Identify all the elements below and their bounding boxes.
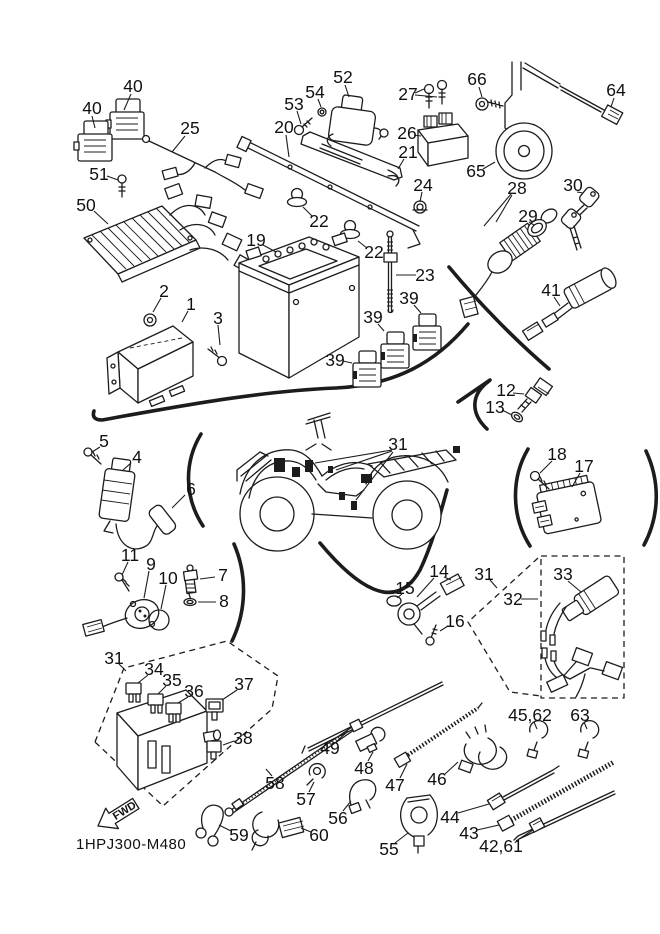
bolt-16 — [426, 625, 437, 645]
callout-label: 38 — [233, 728, 253, 748]
fuse-34 — [126, 683, 141, 702]
nut-2 — [144, 314, 156, 326]
clamp-46 — [459, 725, 507, 773]
callout-label: 51 — [89, 164, 109, 184]
callout-label: 54 — [305, 82, 325, 102]
callout-label: 2 — [159, 281, 169, 301]
callout-label: 39 — [325, 350, 345, 370]
callout-label: 22 — [364, 242, 384, 262]
callout-label: 19 — [246, 230, 266, 250]
stator-33 — [541, 575, 620, 645]
callout-label: 56 — [328, 808, 348, 828]
part-number: 1HPJ300-M480 — [76, 836, 187, 853]
main-switch-28 — [460, 206, 559, 317]
callout-label: 31 — [104, 648, 124, 668]
relay-40-lower — [74, 121, 112, 161]
callout-label: 34 — [144, 659, 164, 679]
nut-24 — [413, 201, 427, 213]
callout-label: 6 — [186, 479, 196, 499]
callout-label: 9 — [146, 554, 156, 574]
callout-label: 63 — [570, 705, 590, 725]
callout-label: 49 — [320, 738, 340, 758]
callout-leader — [172, 495, 185, 508]
callout-label: 1 — [186, 294, 196, 314]
callout-label: 35 — [162, 670, 182, 690]
callout-label: 47 — [385, 775, 405, 795]
callout-label: 57 — [296, 789, 316, 809]
steering-lock-41 — [523, 266, 619, 341]
callout-label: 10 — [158, 568, 178, 588]
callout-label: 33 — [553, 564, 573, 584]
regulator-17 — [529, 474, 602, 535]
callout-label: 59 — [229, 825, 249, 845]
grommet-22-left — [288, 189, 307, 207]
callout-label: 32 — [503, 589, 523, 609]
bolt-66 — [476, 98, 503, 110]
callout-leader — [144, 571, 149, 598]
clamp-55 — [401, 795, 438, 853]
callout-label: 53 — [284, 94, 304, 114]
callout-label: 65 — [466, 161, 486, 181]
callout-label: 4 — [132, 447, 142, 467]
callout-leader — [445, 762, 458, 774]
callout-leader — [315, 450, 392, 463]
callout-label: 31 — [474, 564, 494, 584]
washer-8 — [184, 599, 196, 606]
callout-label: 42,61 — [479, 836, 523, 856]
starter-relay-52 — [327, 95, 388, 146]
stud-bolt-23 — [384, 231, 397, 313]
callout-label: 3 — [213, 308, 223, 328]
sub-harness-32 — [542, 648, 623, 697]
callout-leader — [94, 211, 108, 224]
callout-leader — [218, 325, 220, 345]
callout-label: 36 — [184, 681, 204, 701]
callout-label: 52 — [333, 67, 353, 87]
clamp-60 — [252, 812, 304, 850]
callout-label: 31 — [388, 434, 408, 454]
fwd-label: FWD — [110, 799, 139, 823]
callout-label: 16 — [445, 611, 465, 631]
relay-40-upper — [106, 99, 144, 139]
clamp-57 — [307, 764, 325, 785]
callout-label: 41 — [541, 280, 561, 300]
callout-label: 20 — [274, 117, 294, 137]
callout-label: 39 — [399, 288, 419, 308]
callout-label: 39 — [363, 307, 383, 327]
callout-label: 37 — [234, 674, 254, 694]
bolt-3 — [208, 347, 227, 366]
callout-leader — [458, 804, 489, 813]
callout-label: 27 — [398, 84, 418, 104]
callout-label: 18 — [547, 444, 567, 464]
bolt-51 — [118, 175, 126, 197]
callout-label: 64 — [606, 80, 626, 100]
callout-label: 66 — [467, 69, 487, 89]
callout-leader — [172, 136, 185, 152]
callout-label: 40 — [82, 98, 102, 118]
callout-label: 40 — [123, 76, 143, 96]
callout-leader — [161, 585, 166, 609]
cdi-box-1 — [107, 326, 193, 406]
callout-label: 22 — [309, 211, 329, 231]
callout-label: 29 — [518, 206, 538, 226]
callout-label: 8 — [219, 591, 229, 611]
callout-label: 55 — [379, 839, 399, 859]
relay-39-right — [413, 314, 441, 350]
horn-bracket — [505, 62, 560, 133]
cable-tie-44 — [487, 766, 559, 810]
callout-label: 25 — [180, 118, 200, 138]
callout-label: 45,62 — [508, 705, 552, 725]
bolts-27 — [425, 81, 447, 109]
sensor-12 — [518, 378, 552, 412]
clamp-48 — [356, 727, 385, 752]
callout-leader — [200, 577, 215, 579]
cdi-unit-26 — [418, 113, 468, 166]
callout-label: 21 — [398, 142, 418, 162]
horn-65 — [496, 123, 552, 179]
clamp-63 — [578, 721, 599, 759]
callout-label: 26 — [397, 123, 417, 143]
callout-label: 7 — [218, 565, 228, 585]
fwd-arrow — [92, 793, 142, 837]
callout-label: 58 — [265, 773, 285, 793]
keys-30 — [560, 186, 601, 250]
callout-label: 48 — [354, 758, 374, 778]
washer-54 — [318, 108, 326, 116]
cable-tie-43 — [497, 762, 614, 831]
callout-label: 17 — [574, 456, 594, 476]
callout-label: 23 — [415, 265, 435, 285]
callout-label: 12 — [496, 380, 516, 400]
clamp-45-62 — [527, 721, 548, 759]
callout-label: 30 — [563, 175, 583, 195]
callout-label: 24 — [413, 175, 433, 195]
callout-label: 13 — [485, 397, 505, 417]
relay-39-middle — [381, 332, 409, 368]
callout-label: 28 — [507, 178, 527, 198]
callout-label: 5 — [99, 431, 109, 451]
callout-label: 43 — [459, 823, 479, 843]
callout-label: 44 — [440, 807, 460, 827]
callout-label: 11 — [120, 545, 140, 565]
callout-label: 15 — [395, 578, 415, 598]
callout-label: 50 — [76, 195, 96, 215]
callout-label: 46 — [427, 769, 447, 789]
atv-illustration — [237, 413, 460, 551]
callout-label: 14 — [429, 561, 449, 581]
relay-39-left — [353, 351, 381, 387]
ignition-coil-4 — [99, 458, 136, 533]
clamp-56 — [349, 780, 376, 814]
spark-plug-7 — [184, 565, 198, 600]
callout-leader — [286, 135, 289, 157]
callout-label: 60 — [309, 825, 329, 845]
fuse-37 — [206, 699, 223, 720]
callout-leader — [477, 825, 499, 830]
bolt-11 — [115, 573, 129, 591]
